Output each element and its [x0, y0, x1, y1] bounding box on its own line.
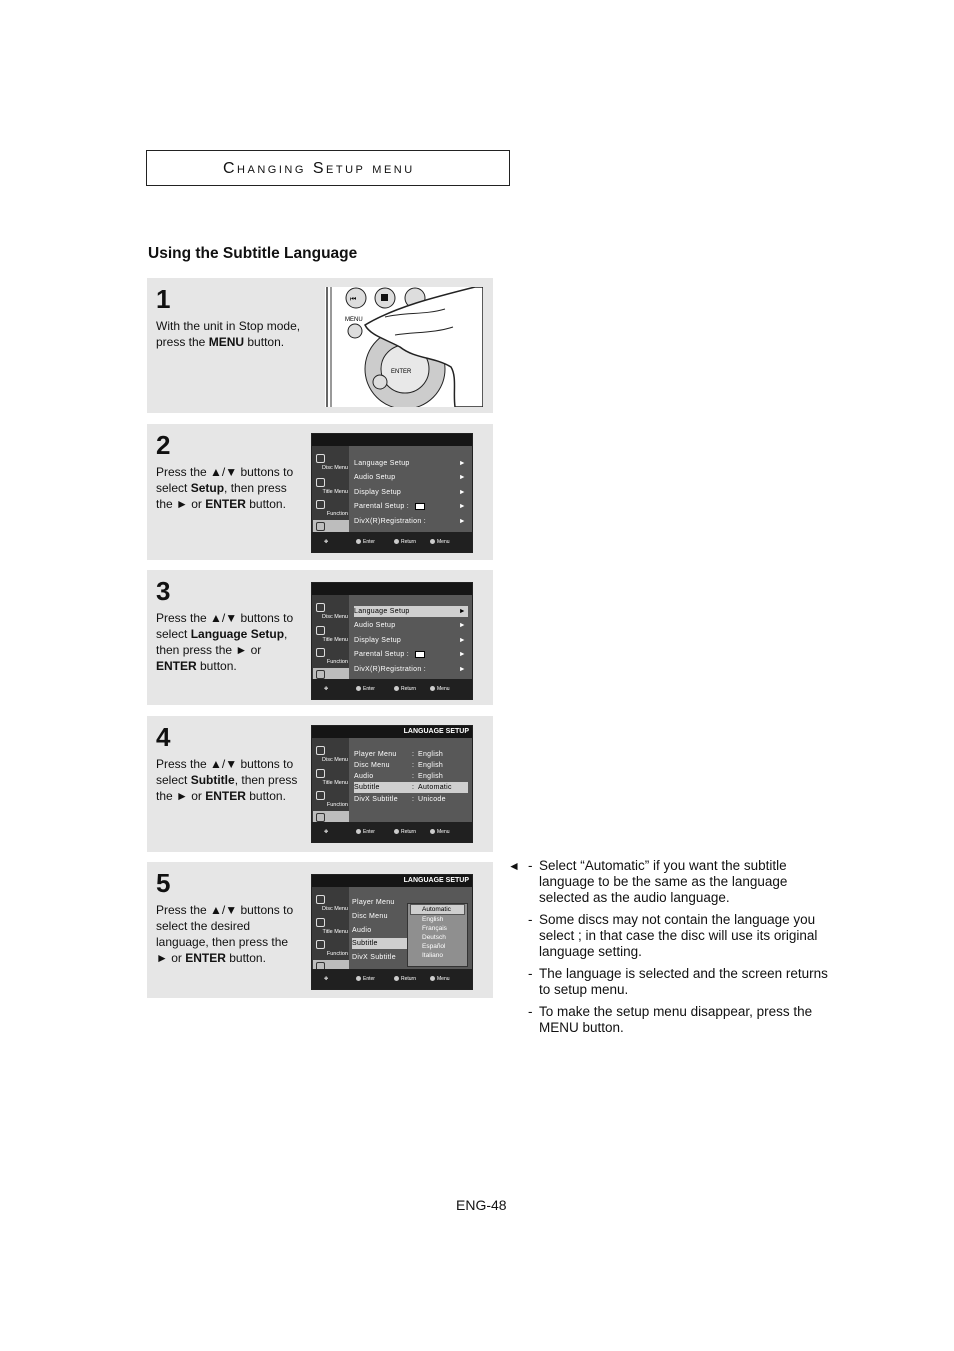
osd-item-display-setup: Display Setup ►: [354, 637, 466, 644]
step-4: [147, 716, 493, 852]
osd-tab-function: Function: [313, 938, 349, 958]
step-number: 2: [156, 430, 171, 460]
step-1: [147, 278, 493, 413]
osd-language-screen: LANGUAGE SETUP Disc Menu Title Menu Function Player Menu Disc Menu Audio Subtitle DivX Subtitle Automatic English Français Deutsch Español Italiano ✥ Enter Return Menu: [311, 874, 473, 990]
osd-item-language-setup: Language Setup ►: [354, 608, 466, 615]
osd-tab-title-menu: Title Menu: [313, 916, 349, 936]
osd-item-audio: Audio : English: [354, 773, 444, 780]
step-text: Press the ▲/▼ buttons to select the desired language, then press the ► or ENTER button.: [156, 903, 294, 965]
note-item: ◄ - Select “Automatic” if you want the subtitle language to be the same as the language selected as the audio language.: [508, 858, 788, 905]
osd-tab-disc-menu: Disc Menu: [313, 601, 349, 621]
osd-item-disc-menu: Disc Menu: [352, 913, 388, 920]
popup-option-deutsch: Deutsch: [422, 934, 446, 941]
step-2: [147, 424, 493, 560]
popup-option-automatic: Automatic: [410, 904, 465, 915]
step-3: [147, 570, 493, 705]
osd-tab-function: Function: [313, 789, 349, 809]
osd-item-divx-registration: DivX(R)Registration : ►: [354, 666, 466, 673]
osd-item-subtitle: Subtitle: [352, 938, 408, 949]
osd-tab-title-menu: Title Menu: [313, 476, 349, 496]
pointer-arrow-icon: ◄: [508, 859, 520, 873]
subtitle-language-popup: [407, 903, 468, 967]
osd-setup-screen: [311, 433, 473, 553]
note-item: - The language is selected and the screen returns to setup menu.: [528, 966, 828, 997]
osd-footer: ✥ Enter Return Menu: [312, 532, 472, 552]
page-title: Changing Setup menu: [223, 160, 415, 177]
popup-option-espanol: Español: [422, 943, 446, 950]
osd-tab-disc-menu: Disc Menu: [313, 744, 349, 764]
osd-item-parental-setup: Parental Setup : ►: [354, 651, 466, 658]
osd-tab-function: Function: [313, 646, 349, 666]
notes-list: [508, 858, 838, 1042]
osd-item-audio: Audio: [352, 927, 372, 934]
step-number: 4: [156, 722, 171, 752]
popup-option-italiano: Italiano: [422, 952, 443, 959]
osd-item-language-setup: Language Setup ►: [354, 460, 466, 467]
osd-footer: ✥ Enter Return Menu: [312, 679, 472, 699]
step-text: Press the ▲/▼ buttons to select Setup, then press the ► or ENTER button.: [156, 465, 294, 511]
step-text: Press the ▲/▼ buttons to select Subtitle, then press the ► or ENTER button.: [156, 757, 298, 803]
popup-option-english: English: [422, 916, 444, 923]
dpad-icon: ✥: [324, 539, 329, 545]
lock-icon: [415, 503, 425, 510]
osd-item-display-setup: Display Setup ►: [354, 489, 466, 496]
page-number: ENG-48: [456, 1197, 507, 1213]
osd-tab-disc-menu: Disc Menu: [313, 452, 349, 472]
section-header-box: [146, 150, 510, 186]
osd-item-player-menu: Player Menu: [352, 899, 395, 906]
osd-item-divx-subtitle: DivX Subtitle : Unicode: [354, 796, 446, 803]
section-subtitle: Using the Subtitle Language: [148, 245, 358, 262]
dpad-icon: ✥: [324, 686, 329, 692]
osd-item-disc-menu: Disc Menu : English: [354, 762, 444, 769]
osd-language-screen: LANGUAGE SETUP Disc Menu Title Menu Function Player Menu : English Disc Menu : English Audio : English Subtitle : Automatic DivX Subtitle : Unicode ✥ Enter Return Menu: [311, 725, 473, 843]
osd-item-parental-setup: Parental Setup : ►: [354, 503, 466, 510]
svg-text:⏮: ⏮: [350, 295, 357, 303]
osd-item-audio-setup: Audio Setup ►: [354, 622, 466, 629]
dpad-icon: ✥: [324, 829, 329, 835]
note-item: - Some discs may not contain the language you select ; in that case the disc will use its original language setting.: [528, 912, 818, 959]
osd-setup-screen: [311, 582, 473, 700]
remote-illustration: [325, 287, 483, 407]
remote-menu-label: MENU: [345, 317, 363, 323]
step-number: 3: [156, 576, 171, 606]
popup-option-francais: Français: [422, 925, 447, 932]
osd-footer: ✥ Enter Return Menu: [312, 822, 472, 842]
remote-enter-label: ENTER: [391, 369, 412, 375]
osd-item-audio-setup: Audio Setup ►: [354, 474, 466, 481]
step-number: 1: [156, 284, 171, 314]
lock-icon: [415, 651, 425, 658]
osd-tab-title-menu: Title Menu: [313, 767, 349, 787]
osd-tab-disc-menu: Disc Menu: [313, 893, 349, 913]
dpad-icon: ✥: [324, 976, 329, 982]
step-number: 5: [156, 868, 171, 898]
osd-item-player-menu: Player Menu : English: [354, 751, 444, 758]
osd-tab-title-menu: Title Menu: [313, 624, 349, 644]
step-text: Press the ▲/▼ buttons to select Language Setup, then press the ► or ENTER button.: [156, 611, 294, 673]
step-text: With the unit in Stop mode, press the MENU button.: [156, 319, 301, 349]
note-item: - To make the setup menu disappear, press the MENU button.: [528, 1004, 813, 1035]
osd-footer: ✥ Enter Return Menu: [312, 969, 472, 989]
osd-item-divx-registration: DivX(R)Registration : ►: [354, 518, 466, 525]
step-5: [147, 862, 493, 998]
osd-tab-function: Function: [313, 498, 349, 518]
osd-item-subtitle: Subtitle : Automatic: [354, 782, 468, 793]
osd-item-divx-subtitle: DivX Subtitle: [352, 954, 396, 961]
